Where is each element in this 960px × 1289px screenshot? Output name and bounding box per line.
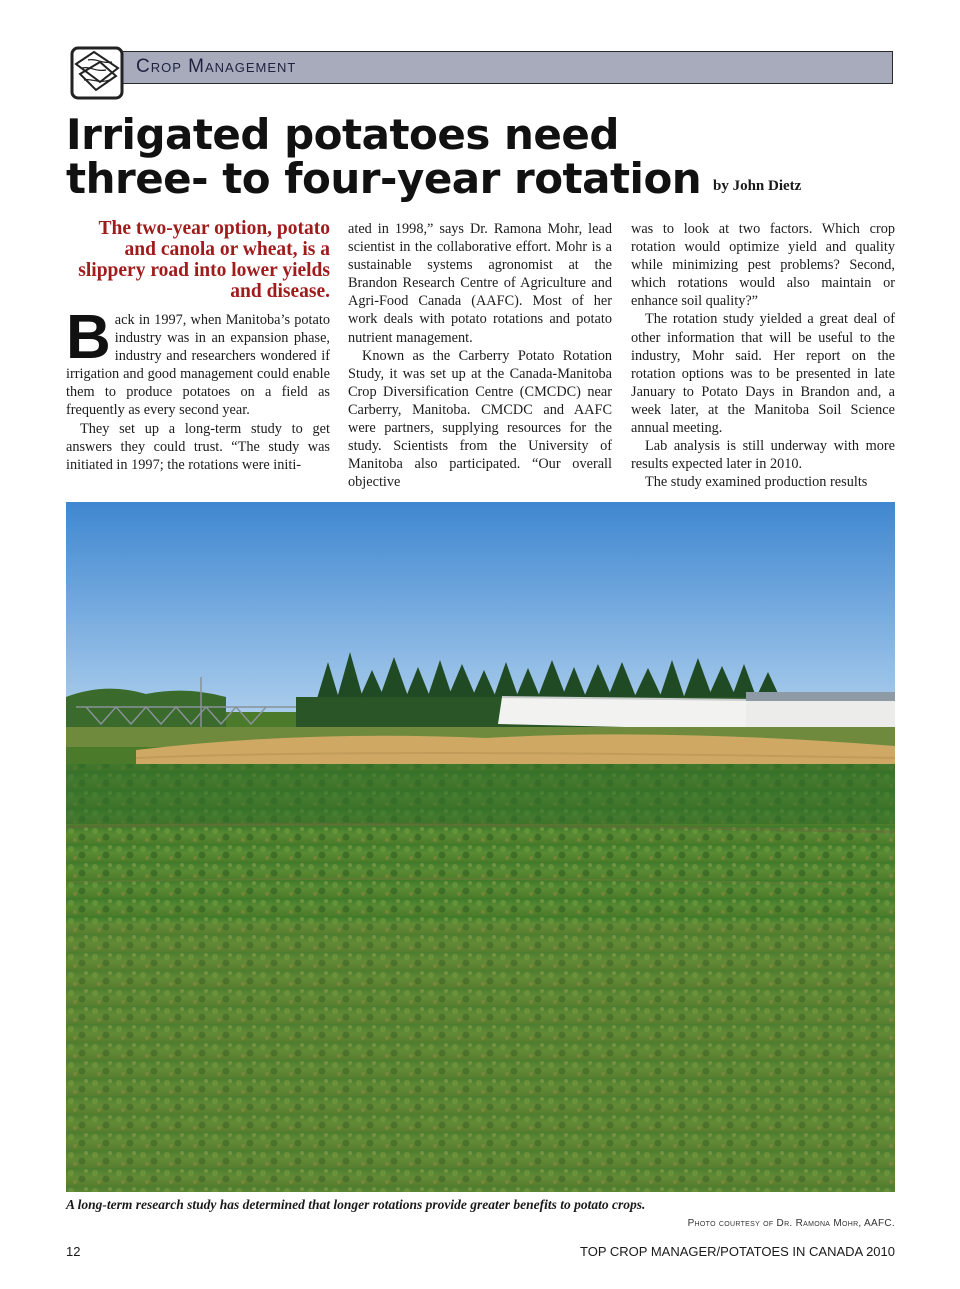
field-map-icon [66, 42, 128, 104]
headline-line-2: three- to four-year rotation [66, 154, 702, 203]
body-column-1 [66, 303, 330, 474]
headline-line-1: Irrigated potatoes need [66, 110, 619, 159]
body-column-3 [631, 220, 895, 491]
article-deck: The two-year option, potato and canola or wheat, is a slippery road into lower yields and disease. [78, 218, 330, 302]
photo-caption: A long-term research study has determined that longer rotations provide greater benefits to potato crops. [66, 1197, 646, 1212]
paragraph: Known as the Carberry Potato Rotation Study, it was set up at the Canada-Manitoba Crop Diversification Centre (CMCDC) near Carberry, Manitoba. CMCDC and AAFC were partners, supplying resources for the study. Scientists from the University of Manitoba also participated. “Our overall objective [348, 347, 612, 491]
byline: by John Dietz [713, 178, 802, 194]
paragraph: Lab analysis is still underway with more results expected later in 2010. [631, 438, 895, 473]
paragraph-text: ack in 1997, when Manitoba’s potato industry was in an expansion phase, industry and researchers wondered if irrigation and good management could enable them to produce potatoes on a field as frequently as every second year. [66, 312, 330, 419]
drop-cap: B [66, 303, 111, 372]
field-photo [66, 502, 895, 1192]
publication-title: TOP CROP MANAGER/POTATOES IN CANADA 2010 [580, 1244, 895, 1259]
paragraph: The rotation study yielded a great deal of other information that will be useful to the industry, Mohr said. Her report on the rotation options was to be presented in late January to Potato Days in Brandon and, a week later, at the Manitoba Soil Science annual meeting. [631, 311, 895, 437]
article-headline [66, 110, 706, 203]
body-column-2 [348, 220, 612, 491]
paragraph: was to look at two factors. Which crop rotation would optimize yield and quality while minimizing pest problems? Second, which rotations would also maintain or enhance soil quality?” [631, 221, 895, 310]
page-number: 12 [66, 1244, 81, 1259]
field-photo-illustration [66, 502, 895, 1192]
photo-credit: Photo courtesy of Dr. Ramona Mohr, AAFC. [687, 1218, 895, 1229]
paragraph [66, 303, 330, 420]
paragraph: They set up a long-term study to get answers they could trust. “The study was initiated in 1997; the rotations were initi- [66, 420, 330, 473]
paragraph: The study examined production results [645, 474, 868, 491]
paragraph: ated in 1998,” says Dr. Ramona Mohr, lead scientist in the collaborative effort. Mohr is a sustainable systems agronomist at the Brandon Research Centre of Agriculture and Agri-Food Canada (AAFC). Most of her work deals with potato rotations and potato nutrient management. [348, 221, 612, 346]
section-label: Crop Management [136, 56, 297, 77]
